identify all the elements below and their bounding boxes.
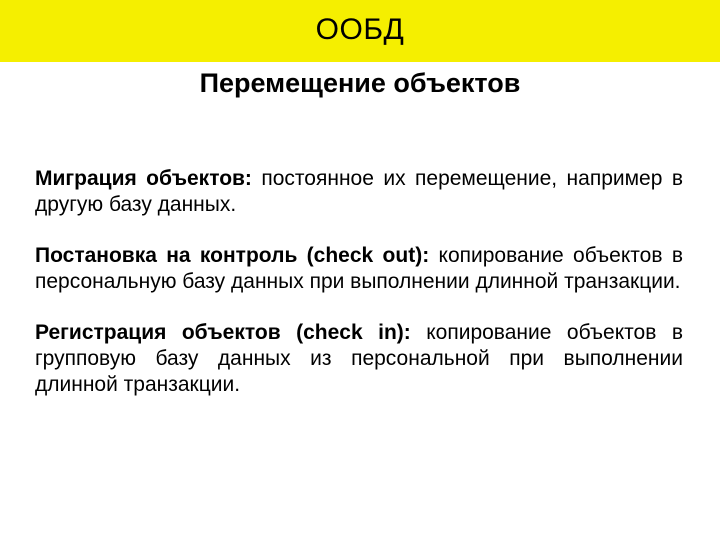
term-check-in: Регистрация объектов (check in): (35, 321, 411, 344)
term-migration: Миграция объектов: (35, 167, 252, 190)
page-title: Перемещение объектов (199, 68, 521, 98)
paragraph-migration (35, 166, 683, 218)
paragraph-check-out (35, 243, 683, 295)
definition-check-in: копирование объектов в групповую базу данных из персональной при выполнении длинной транзакции. (35, 321, 683, 396)
definition-check-out: копирование объектов в персональную базу данных при выполнении длинной транзакции. (35, 244, 683, 293)
paragraph-check-in (35, 320, 683, 398)
term-check-out: Постановка на контроль (check out): (35, 244, 430, 267)
content-body (35, 166, 683, 423)
header-title: ООБД (315, 13, 405, 46)
definition-migration: постоянное их перемещение, например в другую базу данных. (35, 167, 683, 216)
